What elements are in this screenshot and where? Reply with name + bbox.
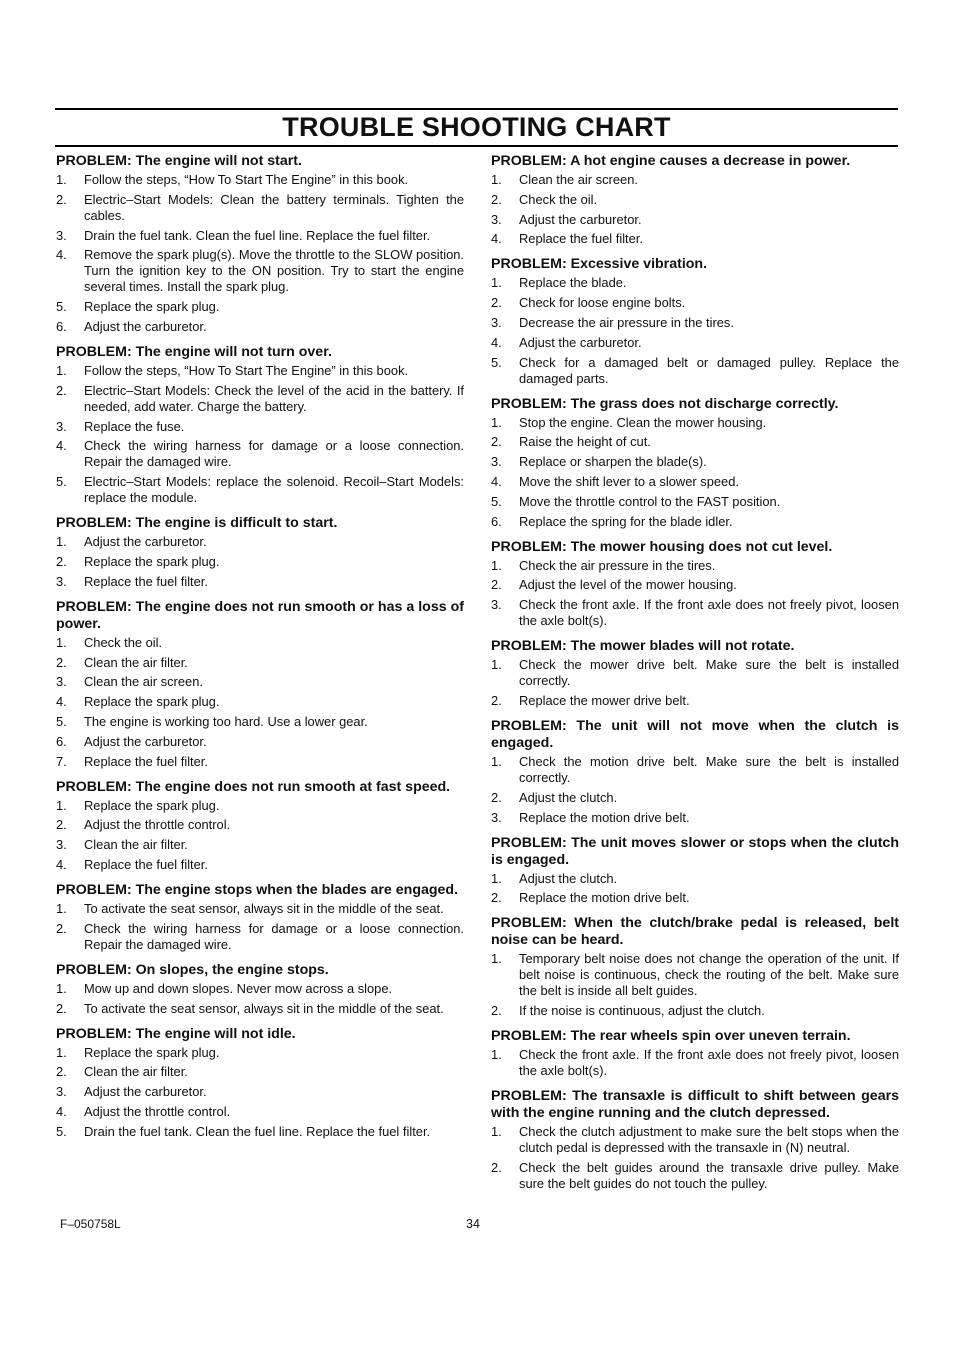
step-list: [491, 754, 899, 826]
step-text: Check the wiring harness for damage or a loose connection. Repair the damaged wire.: [84, 438, 464, 470]
step-item: [56, 837, 464, 853]
step-text: Replace the fuel filter.: [84, 753, 208, 769]
problem-heading: PROBLEM: The engine is difficult to start.: [56, 515, 338, 532]
step-item: [56, 247, 464, 295]
step-list: [491, 657, 899, 709]
step-number: 5.: [56, 299, 67, 315]
step-text: Replace the spark plug.: [84, 694, 220, 710]
step-number: 1.: [491, 414, 502, 430]
problem-section: [491, 915, 899, 1019]
step-number: 4.: [491, 473, 502, 489]
step-item: [491, 597, 899, 629]
step-number: 2.: [56, 191, 67, 207]
step-text: Move the shift lever to a slower speed.: [519, 473, 739, 489]
step-item: [491, 335, 899, 351]
step-text: Clean the air screen.: [519, 172, 638, 187]
step-item: [56, 901, 464, 917]
step-text: Adjust the carburetor.: [84, 1084, 207, 1100]
step-text: To activate the seat sensor, always sit in the middle of the seat.: [84, 1000, 444, 1016]
problem-section: [491, 1028, 899, 1079]
step-text: Adjust the carburetor.: [84, 534, 207, 550]
step-list: [56, 901, 464, 953]
problem-heading: PROBLEM: The rear wheels spin over uneven terrain.: [491, 1028, 851, 1045]
step-text: Check the motion drive belt. Make sure the belt is installed correctly.: [519, 753, 899, 785]
problem-heading: PROBLEM: When the clutch/brake pedal is released, belt noise can be heard.: [491, 915, 899, 949]
step-number: 1.: [491, 870, 502, 886]
step-number: 2.: [491, 434, 502, 450]
step-text: If the noise is continuous, adjust the clutch.: [519, 1003, 765, 1019]
step-text: Remove the spark plug(s). Move the throttle to the SLOW position. Turn the ignition key to the ON position. Try to start the engine several times. Install the spark plug.: [84, 247, 464, 295]
step-text: Follow the steps, “How To Start The Engine” in this book.: [84, 172, 409, 187]
step-text: Replace the motion drive belt.: [519, 809, 690, 825]
step-text: Clean the air filter.: [84, 1064, 188, 1080]
step-text: Replace the spark plug.: [84, 797, 220, 813]
step-text: Replace the fuel filter.: [519, 231, 643, 247]
step-number: 1.: [491, 753, 502, 769]
problem-section: [491, 396, 899, 530]
step-number: 2.: [56, 817, 67, 833]
step-text: Replace the motion drive belt.: [519, 890, 690, 906]
step-item: [491, 871, 899, 887]
step-number: 3.: [56, 674, 67, 690]
step-item: [56, 734, 464, 750]
step-number: 3.: [491, 597, 502, 613]
problem-section: [491, 153, 899, 247]
problem-heading: PROBLEM: The engine will not idle.: [56, 1025, 296, 1042]
problem-section: [56, 515, 464, 590]
problem-section: [56, 599, 464, 770]
step-list: [491, 1047, 899, 1079]
step-number: 3.: [491, 809, 502, 825]
step-text: Check the belt guides around the transaxle drive pulley. Make sure the belt guides do not touch the pulley.: [519, 1159, 899, 1191]
step-item: [491, 890, 899, 906]
step-item: [56, 299, 464, 315]
step-text: Adjust the carburetor.: [519, 211, 642, 227]
step-text: Adjust the throttle control.: [84, 817, 231, 833]
page-number: 34: [466, 1217, 480, 1231]
step-text: Check the front axle. If the front axle does not freely pivot, loosen the axle bolt(s).: [519, 1047, 899, 1079]
problem-heading: PROBLEM: Excessive vibration.: [491, 256, 708, 273]
step-item: [491, 514, 899, 530]
step-item: [56, 981, 464, 997]
step-text: Replace the fuel filter.: [84, 573, 208, 589]
step-number: 2.: [56, 920, 67, 936]
step-text: Replace the fuse.: [84, 418, 185, 434]
step-text: Replace the spark plug.: [84, 299, 220, 315]
step-number: 2.: [491, 295, 502, 311]
step-number: 1.: [491, 275, 502, 291]
step-item: [491, 275, 899, 291]
step-list: [491, 275, 899, 386]
step-item: [491, 810, 899, 826]
problem-heading: PROBLEM: The engine stops when the blades are engaged.: [56, 881, 459, 898]
step-number: 1.: [491, 557, 502, 573]
step-list: [56, 172, 464, 335]
step-list: [56, 635, 464, 770]
step-list: [491, 951, 899, 1019]
problem-heading: PROBLEM: The unit moves slower or stops when the clutch is engaged.: [491, 834, 899, 868]
step-text: Electric–Start Models: replace the solenoid. Recoil–Start Models: replace the module.: [84, 474, 464, 506]
step-item: [56, 1001, 464, 1017]
step-number: 5.: [491, 354, 502, 370]
step-text: Replace the mower drive belt.: [519, 692, 690, 708]
step-item: [56, 474, 464, 506]
step-text: Replace the blade.: [519, 275, 627, 291]
step-item: [56, 754, 464, 770]
step-number: 4.: [56, 1103, 67, 1119]
step-number: 2.: [491, 191, 502, 207]
step-item: [491, 951, 899, 999]
step-number: 6.: [56, 318, 67, 334]
step-item: [491, 192, 899, 208]
problem-heading: PROBLEM: The mower blades will not rotate.: [491, 638, 795, 655]
step-text: Check the mower drive belt. Make sure the belt is installed correctly.: [519, 657, 899, 689]
step-item: [56, 817, 464, 833]
step-text: Electric–Start Models: Clean the battery terminals. Tighten the cables.: [84, 191, 464, 223]
step-item: [491, 434, 899, 450]
step-number: 7.: [56, 753, 67, 769]
step-text: Replace the fuel filter.: [84, 856, 208, 872]
step-text: Check the front axle. If the front axle does not freely pivot, loosen the axle bolt(s).: [519, 597, 899, 629]
problem-heading: PROBLEM: On slopes, the engine stops.: [56, 961, 329, 978]
step-item: [56, 554, 464, 570]
step-number: 4.: [56, 247, 67, 263]
step-number: 2.: [491, 1159, 502, 1175]
step-text: Check the wiring harness for damage or a loose connection. Repair the damaged wire.: [84, 920, 464, 952]
problem-section: [56, 962, 464, 1017]
step-number: 2.: [56, 1000, 67, 1016]
step-item: [56, 1045, 464, 1061]
left-column: [56, 153, 464, 1149]
step-number: 4.: [56, 438, 67, 454]
step-text: Electric–Start Models: Check the level of the acid in the battery. If needed, add water. Charge the battery.: [84, 382, 464, 414]
step-item: [56, 534, 464, 550]
step-item: [491, 212, 899, 228]
step-item: [56, 694, 464, 710]
problem-section: [491, 1088, 899, 1192]
step-item: [56, 192, 464, 224]
step-number: 6.: [56, 733, 67, 749]
step-list: [491, 415, 899, 530]
step-item: [491, 1047, 899, 1079]
problem-section: [491, 256, 899, 386]
step-item: [56, 574, 464, 590]
step-number: 2.: [491, 577, 502, 593]
step-number: 5.: [56, 713, 67, 729]
step-item: [56, 635, 464, 651]
step-item: [491, 657, 899, 689]
step-number: 2.: [491, 692, 502, 708]
step-number: 1.: [491, 657, 502, 673]
step-number: 1.: [491, 951, 502, 967]
step-item: [491, 1124, 899, 1156]
problem-heading: PROBLEM: The engine will not turn over.: [56, 343, 332, 360]
step-item: [491, 415, 899, 431]
problem-section: [491, 539, 899, 630]
step-number: 2.: [491, 789, 502, 805]
step-number: 5.: [491, 493, 502, 509]
step-item: [491, 1160, 899, 1192]
step-number: 2.: [56, 553, 67, 569]
step-number: 1.: [56, 634, 67, 650]
step-item: [56, 714, 464, 730]
step-item: [56, 172, 464, 188]
step-list: [56, 1045, 464, 1140]
step-number: 1.: [56, 1044, 67, 1060]
page-title: TROUBLE SHOOTING CHART: [282, 112, 671, 142]
step-number: 1.: [491, 1124, 502, 1140]
step-text: Adjust the clutch.: [519, 789, 618, 805]
step-text: Move the throttle control to the FAST position.: [519, 493, 781, 509]
step-text: Drain the fuel tank. Clean the fuel line. Replace the fuel filter.: [84, 227, 431, 243]
step-text: Stop the engine. Clean the mower housing.: [519, 414, 767, 430]
step-item: [491, 790, 899, 806]
step-text: Clean the air filter.: [84, 837, 188, 853]
step-text: Adjust the carburetor.: [84, 733, 207, 749]
step-item: [491, 558, 899, 574]
step-number: 3.: [56, 418, 67, 434]
problem-section: [491, 718, 899, 826]
step-item: [491, 231, 899, 247]
title-rule-bottom: [55, 145, 898, 147]
problem-section: [491, 638, 899, 709]
problem-section: [491, 835, 899, 907]
step-number: 1.: [56, 900, 67, 916]
step-number: 4.: [491, 334, 502, 350]
step-text: Replace the spark plug.: [84, 553, 220, 569]
problem-section: [56, 1026, 464, 1140]
step-item: [56, 857, 464, 873]
step-number: 3.: [56, 227, 67, 243]
step-number: 6.: [491, 513, 502, 529]
step-item: [56, 319, 464, 335]
step-list: [56, 363, 464, 506]
step-number: 3.: [491, 454, 502, 470]
step-number: 2.: [491, 890, 502, 906]
step-number: 5.: [56, 474, 67, 490]
step-item: [491, 693, 899, 709]
step-text: Check the oil.: [519, 191, 598, 207]
step-text: Adjust the clutch.: [519, 870, 618, 886]
step-text: To activate the seat sensor, always sit in the middle of the seat.: [84, 900, 444, 916]
step-number: 1.: [56, 980, 67, 996]
right-column: [491, 153, 899, 1201]
problem-section: [56, 153, 464, 335]
step-text: Replace or sharpen the blade(s).: [519, 454, 707, 470]
step-text: Follow the steps, “How To Start The Engine” in this book.: [84, 362, 409, 378]
step-item: [491, 1003, 899, 1019]
step-item: [56, 228, 464, 244]
problem-heading: PROBLEM: The transaxle is difficult to shift between gears with the engine running and the clutch depressed.: [491, 1088, 899, 1122]
step-list: [56, 798, 464, 873]
step-text: Temporary belt noise does not change the operation of the unit. If belt noise is continuous, check the routing of the belt. Make sure the belt is inside all belt guides.: [519, 951, 899, 999]
step-text: Raise the height of cut.: [519, 434, 651, 450]
step-text: Mow up and down slopes. Never mow across a slope.: [84, 980, 393, 996]
step-number: 2.: [491, 1003, 502, 1019]
step-number: 2.: [56, 1064, 67, 1080]
problem-section: [56, 344, 464, 506]
step-number: 3.: [56, 1084, 67, 1100]
step-item: [491, 315, 899, 331]
step-list: [491, 871, 899, 907]
step-text: Check the air pressure in the tires.: [519, 557, 716, 573]
step-number: 3.: [491, 211, 502, 227]
problem-heading: PROBLEM: The engine does not run smooth at fast speed.: [56, 778, 451, 795]
problem-heading: PROBLEM: A hot engine causes a decrease in power.: [491, 153, 851, 169]
step-item: [491, 494, 899, 510]
step-number: 1.: [56, 797, 67, 813]
step-text: Adjust the level of the mower housing.: [519, 577, 737, 593]
step-text: Adjust the carburetor.: [84, 318, 207, 334]
step-item: [56, 655, 464, 671]
step-text: Replace the spring for the blade idler.: [519, 513, 733, 529]
step-item: [56, 363, 464, 379]
step-number: 2.: [56, 382, 67, 398]
step-item: [491, 172, 899, 188]
step-item: [56, 1064, 464, 1080]
step-text: Check the clutch adjustment to make sure the belt stops when the clutch pedal is depressed with the transaxle in (N) neutral.: [519, 1124, 899, 1156]
step-item: [56, 1124, 464, 1140]
step-number: 3.: [56, 573, 67, 589]
step-item: [491, 454, 899, 470]
problem-heading: PROBLEM: The engine will not start.: [56, 153, 302, 169]
problem-heading: PROBLEM: The grass does not discharge correctly.: [491, 395, 839, 412]
step-text: Check the oil.: [84, 634, 163, 650]
step-item: [491, 754, 899, 786]
step-item: [56, 1084, 464, 1100]
step-text: Adjust the carburetor.: [519, 334, 642, 350]
step-text: Drain the fuel tank. Clean the fuel line. Replace the fuel filter.: [84, 1123, 431, 1139]
step-number: 4.: [56, 694, 67, 710]
step-text: Decrease the air pressure in the tires.: [519, 314, 734, 330]
step-item: [491, 355, 899, 387]
step-list: [491, 172, 899, 247]
step-text: Adjust the throttle control.: [84, 1103, 231, 1119]
step-item: [491, 474, 899, 490]
step-number: 1.: [491, 1047, 502, 1063]
step-item: [56, 438, 464, 470]
step-item: [56, 383, 464, 415]
step-text: Check for a damaged belt or damaged pulley. Replace the damaged parts.: [519, 354, 899, 386]
step-item: [491, 577, 899, 593]
step-item: [56, 798, 464, 814]
step-list: [56, 981, 464, 1017]
step-number: 3.: [491, 314, 502, 330]
step-text: Clean the air filter.: [84, 654, 188, 670]
step-text: The engine is working too hard. Use a lower gear.: [84, 713, 368, 729]
step-number: 1.: [56, 534, 67, 550]
step-text: Check for loose engine bolts.: [519, 295, 686, 311]
step-number: 1.: [56, 172, 67, 187]
step-text: Clean the air screen.: [84, 674, 203, 690]
step-item: [491, 295, 899, 311]
problem-section: [56, 882, 464, 953]
problem-heading: PROBLEM: The unit will not move when the clutch is engaged.: [491, 717, 899, 751]
step-item: [56, 419, 464, 435]
step-item: [56, 674, 464, 690]
document-code: F–050758L: [60, 1217, 121, 1231]
step-text: Replace the spark plug.: [84, 1044, 220, 1060]
step-number: 1.: [56, 362, 67, 378]
step-number: 4.: [56, 856, 67, 872]
step-number: 5.: [56, 1123, 67, 1139]
step-number: 1.: [491, 172, 502, 187]
step-number: 4.: [491, 231, 502, 247]
problem-heading: PROBLEM: The mower housing does not cut level.: [491, 538, 833, 555]
step-list: [491, 1124, 899, 1192]
step-item: [56, 921, 464, 953]
step-number: 3.: [56, 837, 67, 853]
problem-section: [56, 779, 464, 873]
step-number: 2.: [56, 654, 67, 670]
step-item: [56, 1104, 464, 1120]
step-list: [491, 558, 899, 630]
problem-heading: PROBLEM: The engine does not run smooth or has a loss of power.: [56, 598, 464, 632]
step-list: [56, 534, 464, 590]
